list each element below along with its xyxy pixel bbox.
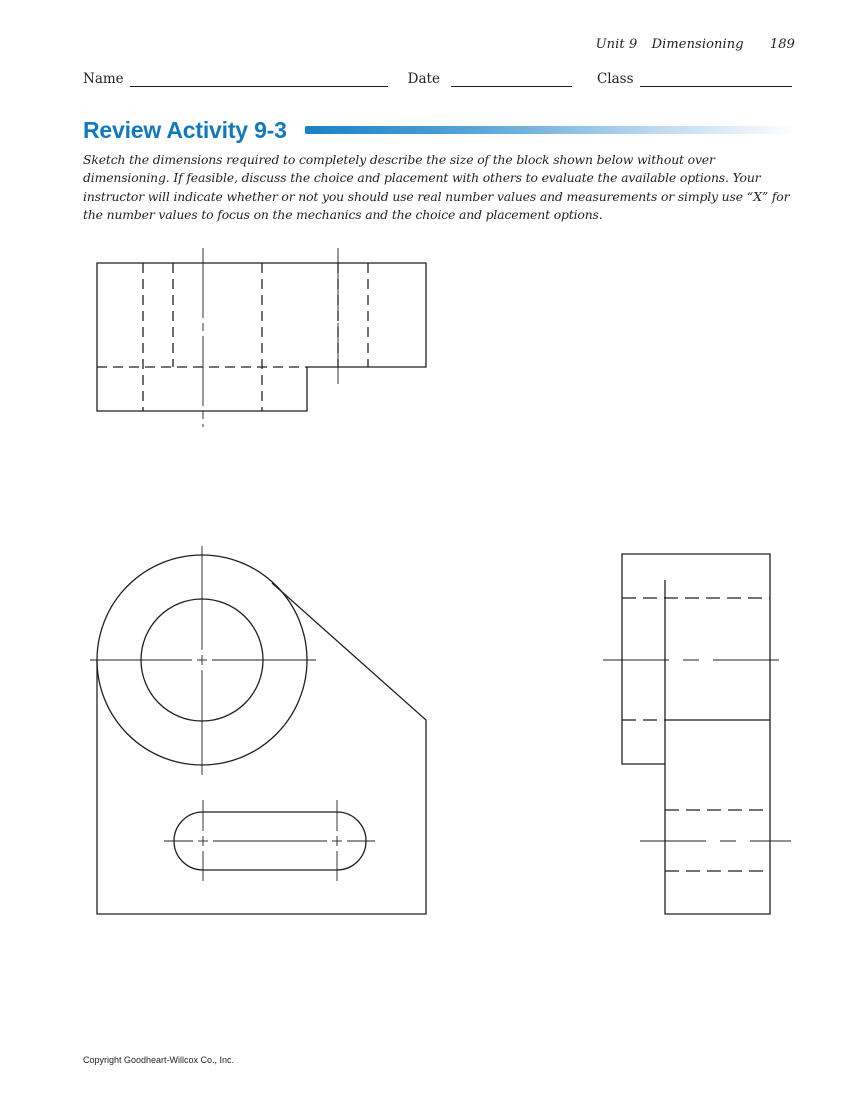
side-view-center-lines [603, 660, 791, 841]
name-label: Name [83, 71, 124, 87]
unit-label: Unit 9 [595, 37, 638, 52]
activity-instructions: Sketch the dimensions required to completely describe the size of the block shown below without over dimensioning. If feasible, discuss the choice and placement with others to evaluate the available options. Your instructor will indicate whether or not you should use real number values and measurements or simply use “X” for the number values to focus on the mechanics and the choice and placement options. [83, 152, 790, 223]
side-view [603, 554, 791, 914]
page-number: 189 [769, 37, 795, 52]
top-view [97, 248, 426, 427]
chapter-label: Dimensioning [651, 37, 744, 52]
front-view [90, 546, 426, 914]
top-view-hidden-lines [97, 263, 368, 411]
copyright-footer: Copyright Goodheart-Willcox Co., Inc. [83, 1055, 235, 1065]
date-label: Date [407, 71, 440, 87]
class-label: Class [596, 71, 634, 87]
side-view-outline [622, 554, 770, 914]
top-view-center-lines [203, 248, 338, 427]
side-view-hidden-lines [622, 598, 770, 871]
activity-title: Review Activity 9-3 [83, 117, 287, 143]
